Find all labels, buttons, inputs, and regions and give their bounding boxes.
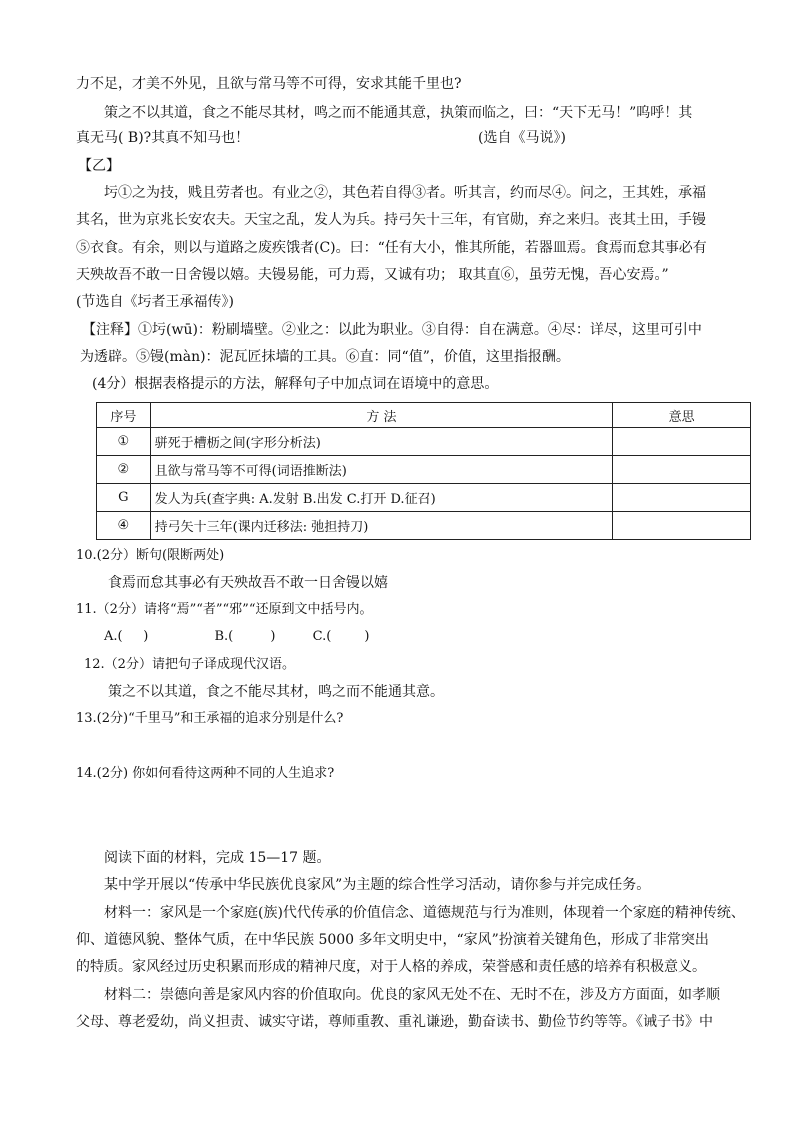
q12-prompt: 12.（2分）请把句子译成现代汉语。	[84, 657, 295, 672]
section-yi-line-4: 天殃故吾不敢一日舍镘以嬉。夫镘易能，可力焉，又诚有功； 取其直⑥，虽劳无愧，吾心安焉。”	[76, 267, 669, 283]
material-2-line-2: 父母、尊老爱幼，尚义担责、诚实守诺，尊师重教、重礼谦逊，勤奋读书、勤俭节约等等。《诫子书》中	[76, 1014, 713, 1030]
material-1-line-2: 仰、道德风貌、整体气质，在中华民族 5000 多年文明史中，“家风”扮演着关键角色，形成了非常突出	[76, 932, 709, 948]
table-cell-meaning-blank[interactable]	[613, 456, 751, 484]
passage-jia-line-2: 策之不以其道，食之不能尽其材，鸣之而不能通其意，执策而临之，曰：“天下无马！”呜呼！其	[104, 105, 693, 121]
reading2-intro: 阅读下面的材料，完成 15—17 题。	[104, 850, 331, 866]
table-cell-meaning-blank[interactable]	[613, 484, 751, 512]
table-cell-index: ②	[97, 456, 151, 484]
table-header-meaning: 意思	[613, 403, 751, 428]
section-yi-label: 【乙】	[78, 158, 120, 174]
table-cell-index: ①	[97, 428, 151, 456]
annotation-line-1: 【注释】①圬(wū)：粉刷墙壁。②业之：以此为职业。③自得：自在满意。④尽：详尽，这里可引中	[82, 322, 702, 338]
table-cell-meaning-blank[interactable]	[613, 512, 751, 540]
material-1-line-1: 材料一：家风是一个家庭(族)代代传承的价值信念、道德规范与行为准则，体现着一个家庭的精神传统、	[104, 905, 745, 921]
method-table	[96, 402, 751, 540]
q9-prompt: (4分）根据表格提示的方法，解释句子中加点词在语境中的意思。	[92, 376, 499, 392]
q10-prompt: 10.(2分）断句(限断两处)	[76, 548, 225, 563]
q13-prompt: 13.(2分)“千里马”和王承福的追求分别是什么?	[76, 711, 344, 726]
section-yi-line-2: 其名，世为京兆长安农夫。天宝之乱，发人为兵。持弓矢十三年，有官勋，弃之来归。丧其土田，手镘	[76, 212, 706, 228]
material-1-line-3: 的特质。家风经过历史积累而形成的精神尺度，对于人格的养成，荣誉感和责任感的培养有积极意义。	[76, 959, 706, 975]
table-cell-index: G	[97, 484, 151, 512]
table-row	[97, 484, 751, 512]
table-cell-method: 持弓矢十三年(课内迁移法: 弛担持刀)	[150, 512, 613, 540]
table-cell-index: ④	[97, 512, 151, 540]
q11-prompt: 11.（2分）请将“焉”“者”“邪”“还原到文中括号内。	[76, 602, 373, 617]
q11-options[interactable]: A.( ) B.( ) C.( )	[104, 629, 370, 644]
table-cell-method: 发人为兵(查字典: A.发射 B.出发 C.打开 D.征召)	[150, 484, 613, 512]
section-yi-line-3: ⑤衣食。有余，则以与道路之废疾饿者(C)。曰：“任有大小，惟其所能，若器皿焉。食焉而怠其事必有	[76, 240, 707, 256]
passage-jia-source: (选自《马说》)	[478, 130, 566, 146]
table-row	[97, 456, 751, 484]
q14-prompt: 14.(2分) 你如何看待这两种不同的人生追求?	[76, 766, 335, 781]
passage-jia-line-3	[76, 128, 249, 148]
passage-jia-line-3-text: 真无马( B)?其真不知马也！	[76, 130, 250, 146]
q10-text: 食焉而怠其事必有天殃故吾不敢一日舍镘以嬉	[108, 575, 388, 591]
table-row	[97, 512, 751, 540]
table-header-index: 序号	[97, 403, 151, 428]
section-yi-source: (节选自《圬者王承福传》)	[76, 294, 234, 310]
table-row	[97, 428, 751, 456]
material-2-line-1: 材料二：崇德向善是家风内容的价值取向。优良的家风无处不在、无时不在，涉及方方面面，如孝顺	[104, 987, 720, 1003]
q12-text: 策之不以其道，食之不能尽其材，鸣之而不能通其意。	[108, 684, 444, 700]
table-cell-method: 且欲与常马等不可得(词语推断法)	[150, 456, 613, 484]
reading2-context: 某中学开展以“传承中华民族优良家风”为主题的综合性学习活动，请你参与并完成任务。	[104, 877, 651, 893]
method-table-header-row	[97, 403, 751, 428]
passage-jia-line-1: 力不足，才美不外见，且欲与常马等不可得，安求其能千里也?	[76, 76, 462, 92]
annotation-line-2: 为透辟。⑤镘(màn)：泥瓦匠抹墙的工具。⑥直：同“值”，价值，这里指报酬。	[80, 349, 570, 365]
table-cell-method: 骈死于槽枥之间(字形分析法)	[150, 428, 613, 456]
table-cell-meaning-blank[interactable]	[613, 428, 751, 456]
section-yi-line-1: 圬①之为技，贱且劳者也。有业之②，其色若自得③者。听其言，约而尽④。问之，王其姓，承福	[104, 185, 706, 201]
table-header-method: 方 法	[150, 403, 613, 428]
